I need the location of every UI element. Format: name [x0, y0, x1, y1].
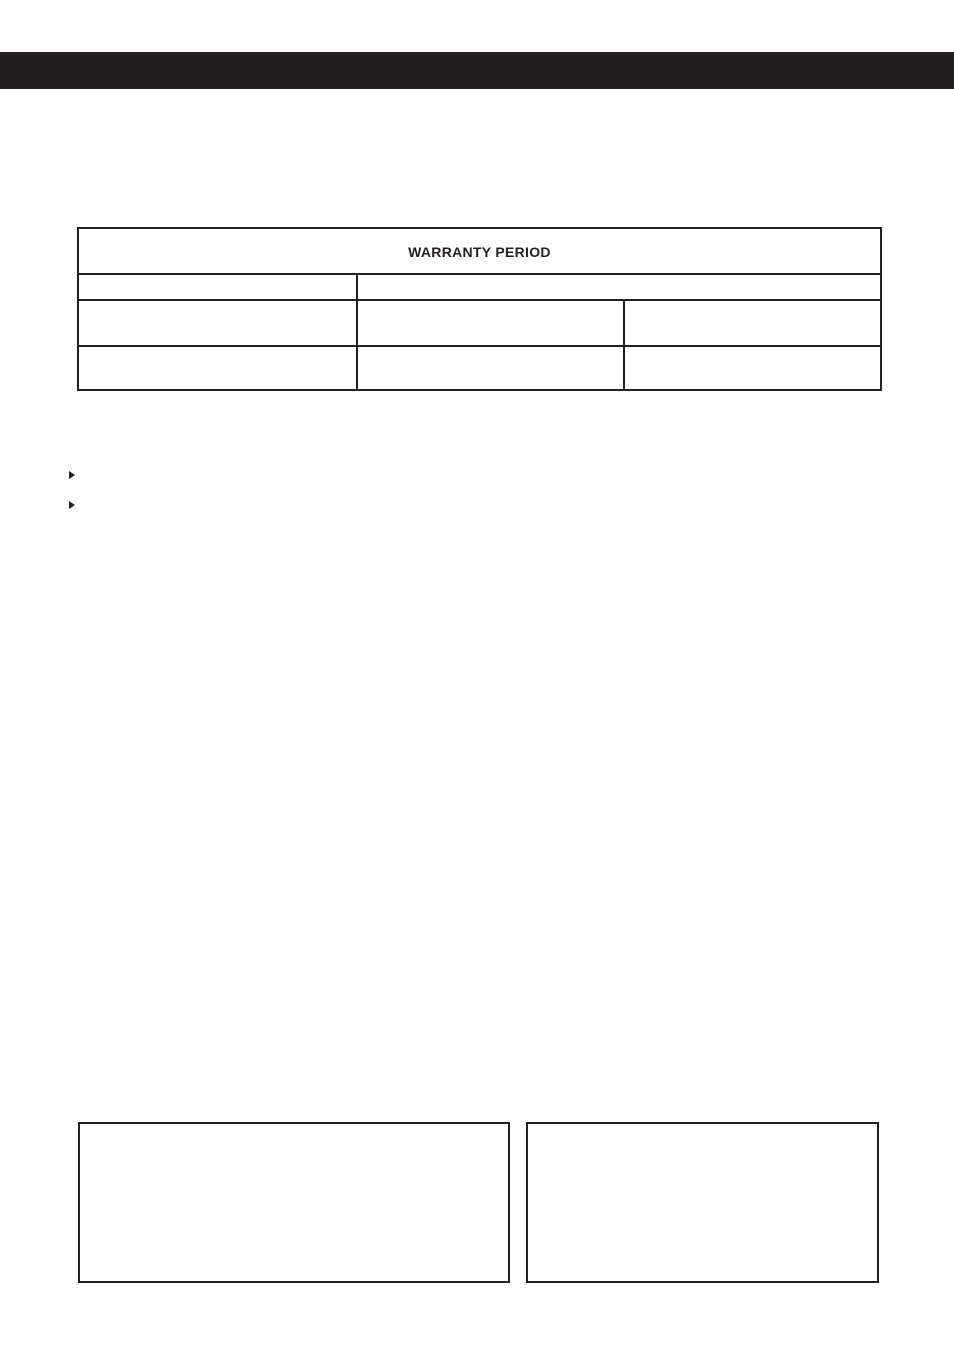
- table-cell: [358, 275, 880, 299]
- table-cell: [358, 301, 623, 345]
- bullet-arrow-icon: [69, 471, 75, 479]
- left-info-box: [78, 1122, 510, 1283]
- table-cell: [625, 301, 880, 345]
- header-bar: [0, 52, 954, 89]
- bullet-arrow-icon: [69, 501, 75, 509]
- table-title: WARRANTY PERIOD: [408, 244, 551, 260]
- table-title-cell: [79, 229, 880, 275]
- table-cell: [79, 347, 356, 391]
- table-cell: [79, 301, 356, 345]
- table-cell: [79, 275, 356, 299]
- warranty-period-table: [77, 227, 882, 391]
- table-cell: [358, 347, 623, 391]
- right-info-box: [526, 1122, 879, 1283]
- table-cell: [625, 347, 880, 391]
